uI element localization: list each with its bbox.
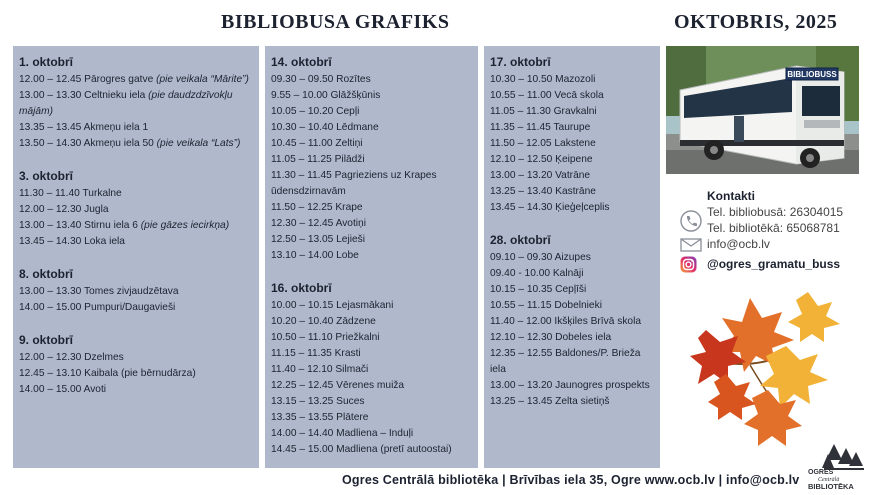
schedule-date: 14. oktobrī — [271, 55, 332, 69]
schedule-stop: 13.45 – 14.30 Ķieģeļceplis — [490, 202, 610, 213]
schedule-stop: 12.00 – 12.30 Dzelmes — [19, 352, 124, 363]
phone-library: Tel. bibliotēkā: 65068781 — [707, 221, 840, 235]
schedule-stop: 11.40 – 12.00 Ikšķiles Brīvā skola — [490, 316, 642, 327]
schedule-stop: 13.45 – 14.30 Loka iela — [19, 236, 125, 247]
schedule-stop: 11.30 – 11.40 Turkalne — [19, 188, 122, 199]
schedule-stop: 12.50 – 13.05 Lejieši — [271, 234, 366, 245]
schedule-stop: 10.00 – 10.15 Lejasmākani — [271, 300, 394, 311]
schedule-date: 8. oktobrī — [19, 267, 74, 281]
svg-text:Centrālā: Centrālā — [818, 477, 840, 483]
schedule-stop: 09.30 – 09.50 Rozītes — [271, 74, 371, 85]
contacts-block — [680, 188, 870, 272]
svg-text:OGRES: OGRES — [808, 469, 834, 476]
schedule-date: 17. oktobrī — [490, 55, 551, 69]
email-row[interactable]: info@ocb.lv — [680, 236, 870, 252]
schedule-stop: 10.50 – 11.10 Priežkalni — [271, 332, 380, 343]
schedule-stop: 12.00 – 12.45 Pārogres gatve (pie veikala “Mārite”) — [19, 74, 249, 85]
phone-bus: Tel. bibliobusā: 26304015 — [680, 204, 870, 220]
schedule-day — [271, 54, 473, 264]
email-icon — [680, 238, 702, 256]
schedule-stop: 10.55 – 11.00 Vecā skola — [490, 90, 604, 101]
schedule-stop: 13.35 – 13.55 Plātere — [271, 412, 369, 423]
schedule-stop: 12.00 – 12.30 Jugla — [19, 204, 109, 215]
schedule-stop: 13.00 – 13.30 Celtnieku iela (pie daudzdzīvokļu — [19, 90, 233, 101]
schedule-stop: 13.25 – 13.40 Kastrāne — [490, 186, 596, 197]
schedule-stop: 10.05 – 10.20 Cepļi — [271, 106, 360, 117]
schedule-date: 1. oktobrī — [19, 55, 74, 69]
schedule-stop: 13.15 – 13.25 Suces — [271, 396, 365, 407]
schedule-date: 16. oktobrī — [271, 281, 332, 295]
schedule-stop: 13.00 – 13.20 Vatrāne — [490, 170, 591, 181]
schedule-stop: 10.15 – 10.35 Cepļīši — [490, 284, 587, 295]
schedule-stop: 10.55 – 11.15 Dobelnieki — [490, 300, 602, 311]
schedule-stop: 14.45 – 15.00 Madliena (pretī autoostai) — [271, 444, 452, 455]
schedule-stop: 9.55 – 10.00 Glāžšķūnis — [271, 90, 381, 101]
schedule-column-1 — [13, 46, 259, 468]
schedule-day — [19, 168, 254, 250]
instagram-row[interactable]: @ogres_gramatu_buss — [680, 256, 870, 272]
schedule-stop: 11.15 – 11.35 Krasti — [271, 348, 361, 359]
schedule-stop: 09.40 - 10.00 Kalnāji — [490, 268, 584, 279]
schedule-column-2 — [265, 46, 478, 468]
schedule-stop: 13.00 – 13.30 Tomes zivjaudzētava — [19, 286, 179, 297]
schedule-stop: 11.05 – 11.25 Pilādži — [271, 154, 365, 165]
schedule-stop: 12.45 – 13.10 Kaibala (pie bērnudārza) — [19, 368, 196, 379]
schedule-date: 3. oktobrī — [19, 169, 74, 183]
schedule-stop: 10.30 – 10.50 Mazozoli — [490, 74, 596, 85]
bus-sign: BIBLIOBUSS — [787, 70, 837, 79]
schedule-stop: 13.50 – 14.30 Akmeņu iela 50 (pie veikala “Lats”) — [19, 138, 241, 149]
schedule-stop: 13.25 – 13.45 Zelta sietiņš — [490, 396, 610, 407]
schedule-date: 28. oktobrī — [490, 233, 551, 247]
schedule-month: OKTOBRIS, 2025 — [674, 11, 838, 33]
schedule-stop: ūdensdzirnavām — [271, 186, 346, 197]
schedule-stop: 12.30 – 12.45 Avotiņi — [271, 218, 366, 229]
schedule-stop: 11.40 – 12.10 Silmači — [271, 364, 369, 375]
schedule-date: 9. oktobrī — [19, 333, 74, 347]
schedule-stop: 11.30 – 11.45 Pagrieziens uz Krapes — [271, 170, 437, 181]
schedule-stop: 10.20 – 10.40 Zādzene — [271, 316, 376, 327]
schedule-stop: 11.35 – 11.45 Taurupe — [490, 122, 591, 133]
schedule-day — [19, 332, 254, 398]
footer-text: Ogres Centrālā bibliotēka | Brīvības iela 35, Ogre www.ocb.lv | info@ocb.lv — [342, 473, 800, 487]
schedule-stop: 14.00 – 15.00 Pumpuri/Daugavieši — [19, 302, 176, 313]
autumn-leaves-illustration — [690, 290, 850, 448]
schedule-stop: 10.30 – 10.40 Lēdmane — [271, 122, 379, 133]
schedule-stop: 10.45 – 11.00 Zeltiņi — [271, 138, 363, 149]
schedule-title: BIBLIOBUSA GRAFIKS — [221, 11, 450, 33]
contacts-heading: Kontakti — [707, 189, 755, 203]
schedule-stop: mājām) — [19, 106, 53, 117]
instagram-icon — [680, 256, 697, 277]
bus-photo — [666, 46, 859, 174]
schedule-stop: 13.00 – 13.40 Stirnu iela 6 (pie gāzes iecirkņa) — [19, 220, 230, 231]
schedule-day — [19, 54, 254, 152]
schedule-stop: 12.10 – 12.30 Dobeles iela — [490, 332, 612, 343]
schedule-stop: 12.25 – 12.45 Vērenes muiža — [271, 380, 405, 391]
schedule-stop: 13.10 – 14.00 Lobe — [271, 250, 359, 261]
schedule-stop: 11.05 – 11.30 Gravkalni — [490, 106, 597, 117]
schedule-stop: 14.00 – 14.40 Madliena – Induļi — [271, 428, 414, 439]
schedule-stop: 13.00 – 13.20 Jaunogres prospekts — [490, 380, 650, 391]
schedule-column-3 — [484, 46, 660, 468]
library-logo — [806, 442, 868, 490]
schedule-stop: 14.00 – 15.00 Avoti — [19, 384, 107, 395]
schedule-day — [271, 280, 473, 458]
schedule-day — [490, 232, 655, 410]
schedule-stop: 12.10 – 12.50 Ķeipene — [490, 154, 593, 165]
schedule-day — [19, 266, 254, 316]
schedule-stop: 12.35 – 12.55 Baldones/P. Brieža iela — [490, 348, 641, 375]
svg-text:BIBLIOTĒKA: BIBLIOTĒKA — [808, 482, 854, 490]
schedule-stop: 09.10 – 09.30 Aizupes — [490, 252, 591, 263]
schedule-stop: 13.35 – 13.45 Akmeņu iela 1 — [19, 122, 149, 133]
schedule-day — [490, 54, 655, 216]
schedule-stop: 11.50 – 12.05 Lakstene — [490, 138, 596, 149]
schedule-stop: 11.50 – 12.25 Krape — [271, 202, 363, 213]
